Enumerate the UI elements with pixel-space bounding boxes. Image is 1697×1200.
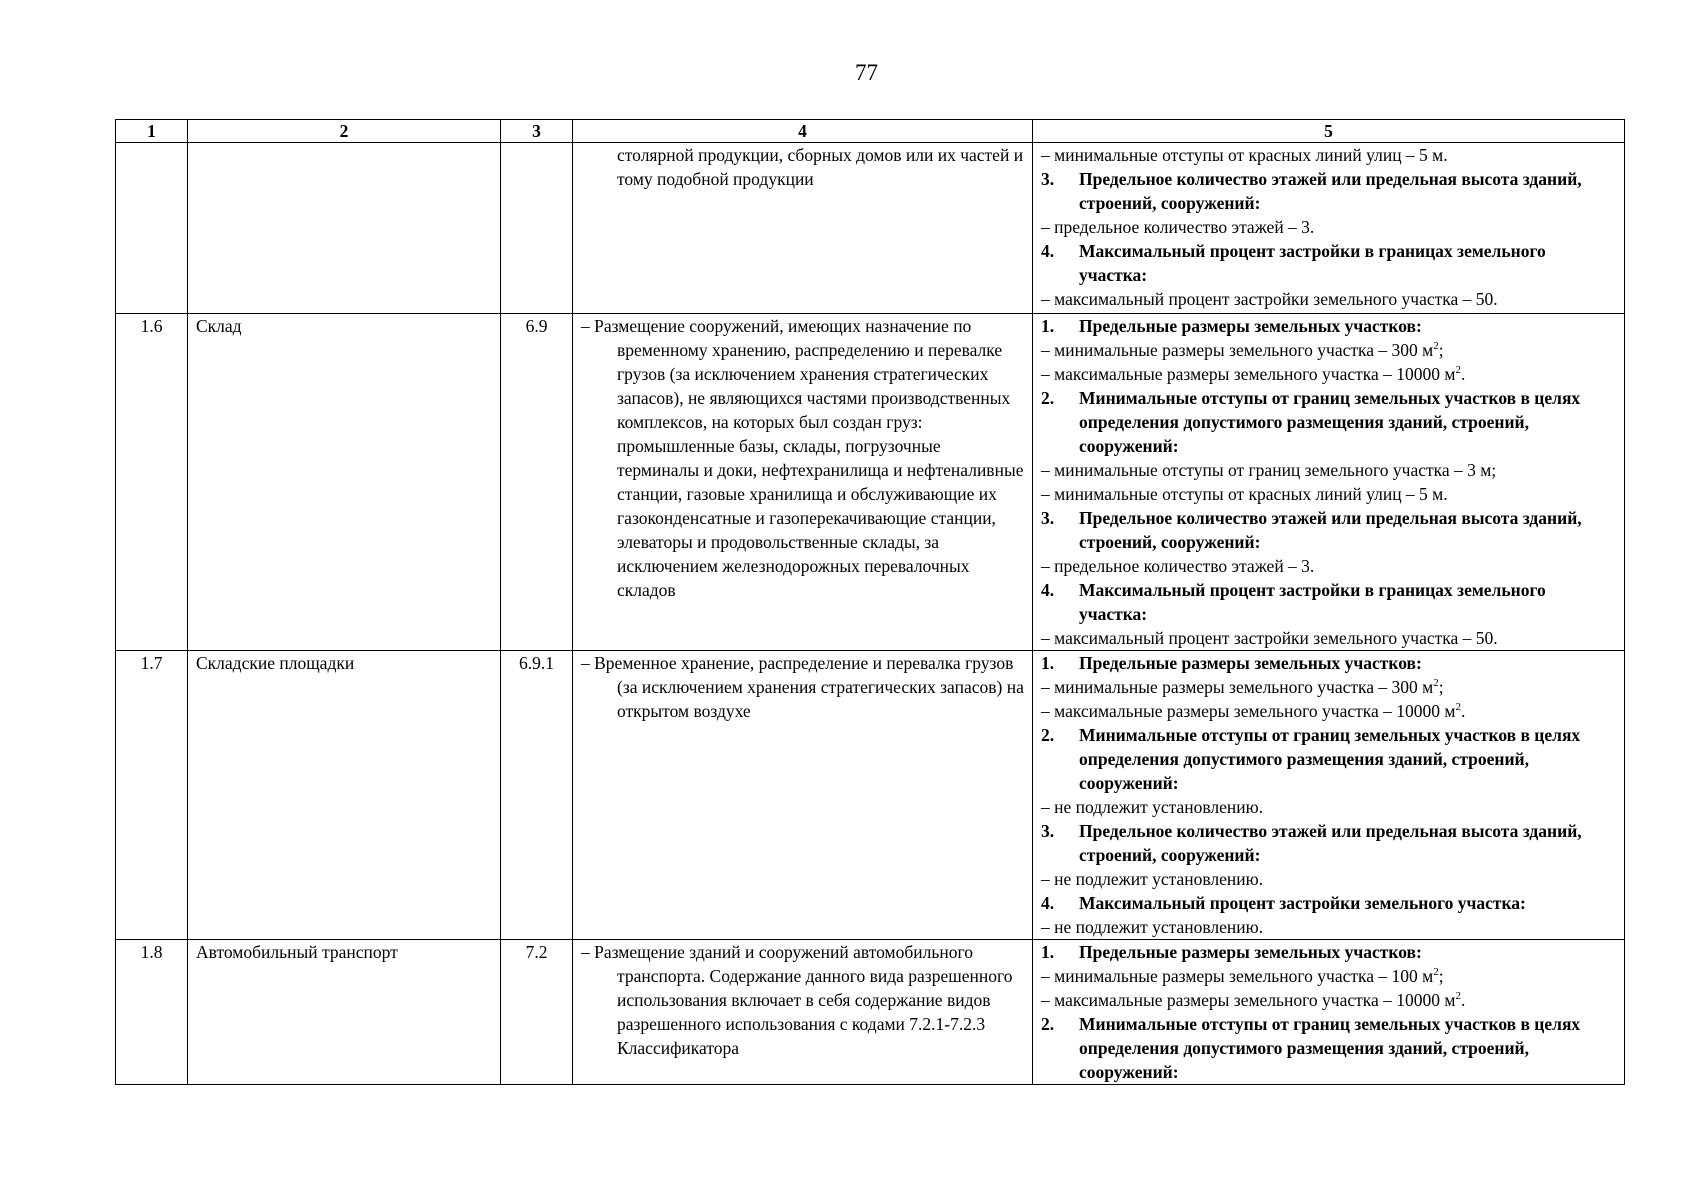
parameter-item-text: – минимальные размеры земельного участка – 100 м: [1041, 966, 1434, 986]
use-type-code: [501, 143, 573, 314]
parameter-item-text: – максимальный процент застройки земельного участка – 50.: [1041, 289, 1498, 309]
parameter-item-tail: ;: [1438, 966, 1444, 986]
parameter-item: [1041, 287, 1616, 311]
parameter-heading-number: 4.: [1041, 893, 1055, 913]
use-type-code: 6.9.1: [501, 651, 573, 940]
parameter-item: [1041, 964, 1616, 988]
parameter-item: [1041, 338, 1616, 362]
use-type-name: Склад: [188, 314, 501, 651]
parameter-item-tail: .: [1460, 701, 1466, 721]
parameter-item: [1041, 362, 1616, 386]
parameter-item-text: – не подлежит установлению.: [1041, 869, 1264, 889]
parameter-heading: [1041, 723, 1616, 795]
parameter-heading-number: 3.: [1041, 821, 1055, 841]
parameter-heading-text: Предельное количество этажей или предельная высота зданий, строений, сооружений:: [1079, 821, 1582, 865]
parameter-heading-text: Максимальный процент застройки земельного участка:: [1079, 893, 1526, 913]
description-text: – Временное хранение, распределение и перевалка грузов (за исключением хранения стратегических запасов) на открытом воздухе: [581, 653, 1024, 721]
table-header-row: [116, 120, 1625, 143]
parameter-heading-number: 2.: [1041, 725, 1055, 745]
parameter-heading-number: 1.: [1041, 942, 1055, 962]
parameter-heading-text: Предельные размеры земельных участков:: [1079, 316, 1422, 336]
column-header: 5: [1033, 120, 1625, 143]
description-text: – Размещение сооружений, имеющих назначение по временному хранению, распределению и перевалке грузов (за исключением хранения стратегических запасов), не являющихся частями производственных комплексов, на которых был создан груз: промышленные базы, склады, погрузочные терминалы и доки, нефтехранилища и нефтеналивные станции, газовые хранилища и обслуживающие их газоконденсатные и газоперекачивающие станции, элеваторы и продовольственные склады, за исключением железнодорожных перевалочных складов: [581, 316, 1024, 600]
parameter-item-text: – минимальные размеры земельного участка – 300 м: [1041, 340, 1434, 360]
row-number: [116, 143, 188, 314]
parameter-heading: [1041, 891, 1616, 915]
superscript: 2: [1433, 340, 1439, 353]
parameter-heading-number: 3.: [1041, 169, 1055, 189]
parameter-item-text: – минимальные отступы от красных линий улиц – 5 м.: [1041, 484, 1448, 504]
parameter-heading-number: 2.: [1041, 388, 1055, 408]
parameter-item-text: – не подлежит установлению.: [1041, 917, 1264, 937]
parameter-heading-text: Предельные размеры земельных участков:: [1079, 653, 1422, 673]
parameter-item: [1041, 482, 1616, 506]
table-row: [116, 143, 1625, 314]
parameter-heading: [1041, 651, 1616, 675]
parameter-heading-text: Минимальные отступы от границ земельных участков в целях определения допустимого размещения зданий, строений, сооружений:: [1079, 1014, 1581, 1082]
superscript: 2: [1455, 990, 1461, 1003]
parameter-item-text: – не подлежит установлению.: [1041, 797, 1264, 817]
parameter-item-text: – предельное количество этажей – 3.: [1041, 217, 1315, 237]
use-type-name: [188, 143, 501, 314]
table-row: [116, 651, 1625, 940]
parameter-item: [1041, 215, 1616, 239]
parameter-heading-text: Минимальные отступы от границ земельных участков в целях определения допустимого размещения зданий, строений, сооружений:: [1079, 725, 1581, 793]
parameter-heading-number: 4.: [1041, 580, 1055, 600]
superscript: 2: [1455, 364, 1461, 377]
parameter-item: [1041, 915, 1616, 939]
parameter-item-tail: ;: [1438, 340, 1444, 360]
parameter-item-tail: ;: [1438, 677, 1444, 697]
parameter-item-tail: .: [1460, 364, 1466, 384]
parameter-heading-text: Предельные размеры земельных участков:: [1079, 942, 1422, 962]
parameter-item: [1041, 554, 1616, 578]
parameter-heading: [1041, 314, 1616, 338]
parameter-item-text: – минимальные отступы от красных линий улиц – 5 м.: [1041, 145, 1448, 165]
description-text: – Размещение зданий и сооружений автомобильного транспорта. Содержание данного вида разрешенного использования включает в себя содержание видов разрешенного использования с кодами 7.2.1-7.2.3 Классификатора: [581, 942, 1013, 1058]
parameter-heading-text: Предельное количество этажей или предельная высота зданий, строений, сооружений:: [1079, 508, 1582, 552]
parameter-item-text: – максимальные размеры земельного участка – 10000 м: [1041, 364, 1456, 384]
parameter-heading: [1041, 506, 1616, 554]
parameter-heading: [1041, 386, 1616, 458]
parameter-heading: [1041, 940, 1616, 964]
parameter-item: [1041, 988, 1616, 1012]
parameter-heading: [1041, 1012, 1616, 1084]
table-row: [116, 940, 1625, 1085]
parameters-cell: [1033, 143, 1625, 314]
parameter-heading-number: 4.: [1041, 241, 1055, 261]
parameter-item-text: – максимальный процент застройки земельного участка – 50.: [1041, 628, 1498, 648]
table-row: [116, 314, 1625, 651]
parameter-heading-text: Минимальные отступы от границ земельных участков в целях определения допустимого размещения зданий, строений, сооружений:: [1079, 388, 1581, 456]
parameter-heading-text: Предельное количество этажей или предельная высота зданий, строений, сооружений:: [1079, 169, 1582, 213]
parameter-item: [1041, 675, 1616, 699]
row-number: 1.7: [116, 651, 188, 940]
parameter-item: [1041, 458, 1616, 482]
superscript: 2: [1433, 966, 1439, 979]
parameter-item: [1041, 867, 1616, 891]
use-type-code: 7.2: [501, 940, 573, 1085]
parameter-item: [1041, 626, 1616, 650]
row-number: 1.8: [116, 940, 188, 1085]
parameter-item: [1041, 699, 1616, 723]
parameter-heading-number: 2.: [1041, 1014, 1055, 1034]
use-type-description: [573, 940, 1033, 1085]
parameter-item-tail: .: [1460, 990, 1466, 1010]
description-text: столярной продукции, сборных домов или их частей и тому подобной продукции: [617, 145, 1024, 189]
column-header: 2: [188, 120, 501, 143]
parameter-item-text: – минимальные размеры земельного участка – 300 м: [1041, 677, 1434, 697]
parameters-cell: [1033, 314, 1625, 651]
parameters-cell: [1033, 651, 1625, 940]
parameter-heading-text: Максимальный процент застройки в границах земельного участка:: [1079, 580, 1546, 624]
parameter-item: [1041, 143, 1616, 167]
use-type-name: Складские площадки: [188, 651, 501, 940]
column-header: 3: [501, 120, 573, 143]
use-type-name: Автомобильный транспорт: [188, 940, 501, 1085]
parameter-heading-text: Максимальный процент застройки в границах земельного участка:: [1079, 241, 1546, 285]
parameter-heading-number: 1.: [1041, 316, 1055, 336]
superscript: 2: [1433, 677, 1439, 690]
parameters-cell: [1033, 940, 1625, 1085]
superscript: 2: [1455, 701, 1461, 714]
parameter-heading: [1041, 578, 1616, 626]
page-number: 77: [855, 60, 878, 85]
parameter-item-text: – максимальные размеры земельного участка – 10000 м: [1041, 990, 1456, 1010]
use-type-description: [573, 651, 1033, 940]
parameter-item: [1041, 795, 1616, 819]
parameter-item-text: – минимальные отступы от границ земельного участка – 3 м;: [1041, 460, 1497, 480]
parameter-heading: [1041, 819, 1616, 867]
row-number: 1.6: [116, 314, 188, 651]
use-type-code: 6.9: [501, 314, 573, 651]
regulations-table: [115, 119, 1625, 1085]
parameter-item-text: – предельное количество этажей – 3.: [1041, 556, 1315, 576]
parameter-item-text: – максимальные размеры земельного участка – 10000 м: [1041, 701, 1456, 721]
column-header: 4: [573, 120, 1033, 143]
column-header: 1: [116, 120, 188, 143]
parameter-heading-number: 3.: [1041, 508, 1055, 528]
parameter-heading: [1041, 167, 1616, 215]
use-type-description: [573, 143, 1033, 314]
parameter-heading: [1041, 239, 1616, 287]
use-type-description: [573, 314, 1033, 651]
parameter-heading-number: 1.: [1041, 653, 1055, 673]
